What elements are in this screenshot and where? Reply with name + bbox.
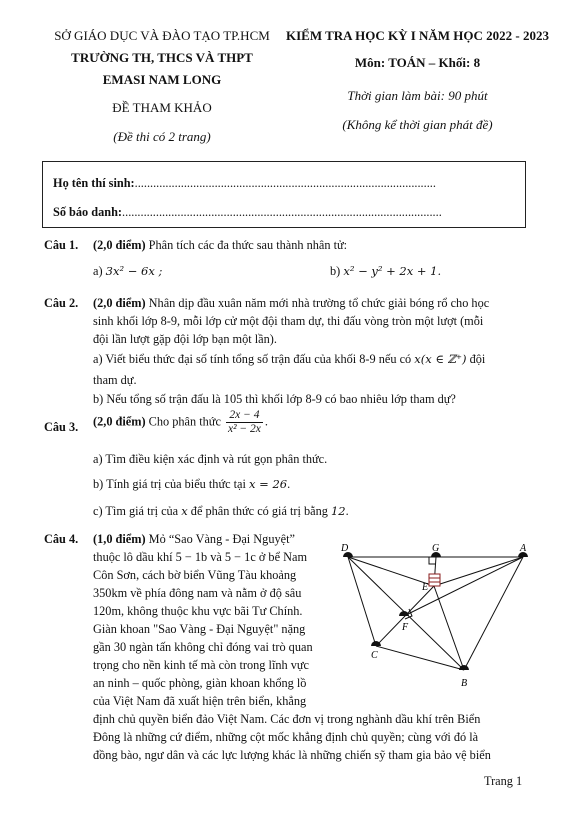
q4-text-8: an ninh – quốc phòng, giàn khoan khổng lồ [93, 676, 307, 690]
q3-c-text: c) Tìm giá trị của [93, 504, 179, 518]
oil-rig-figure [336, 540, 536, 690]
q2-label: Câu 2. [44, 296, 79, 310]
q3-fraction-denominator: x² − 2x [228, 423, 261, 435]
q3-points: (2,0 điểm) [93, 414, 146, 429]
q4-text-2: Côn Sơn, cách bờ biển Vũng Tàu khoảng [93, 568, 297, 582]
label-e: E [422, 582, 429, 593]
q1-a-label: a) [93, 264, 103, 278]
candidate-id-row [53, 203, 442, 221]
q2-a-math: x(x ∈ ℤ⁺) [414, 352, 467, 366]
q3-label: Câu 3. [44, 420, 79, 434]
candidate-id-dots: ........................................................................................................ [122, 205, 442, 219]
oil-rig-icon [429, 574, 440, 586]
q4-text-5: Giàn khoan "Sao Vàng - Đại Nguyệt" nặng [93, 622, 306, 636]
department-name: SỞ GIÁO DỤC VÀ ĐÀO TẠO TP.HCM [54, 28, 270, 43]
q4-full-line-2: đồng bào, ngư dân và các lực lượng khác là những chiến sỹ tham gia bảo vệ biển [93, 748, 491, 762]
candidate-name-label: Họ tên thí sinh: [53, 176, 135, 190]
q2-text-line1: Nhân dịp đầu xuân năm mới nhà trường tổ chức giải bóng rổ cho học [148, 296, 490, 310]
vertex-b-marker [459, 665, 469, 670]
q4-full-line-1: Đông là những cứ điểm, những cột mốc khẳng định chủ quyền; cùng với đó là [93, 730, 479, 744]
q2-part-b: b) Nếu tổng số trận đấu là 105 thì khối lớp 8-9 có bao nhiêu lớp tham dự? [93, 392, 456, 406]
label-d: D [341, 543, 349, 554]
q1-points: (2,0 điểm) [93, 238, 146, 252]
q3-part-a: a) Tìm điều kiện xác định và rút gọn phân thức. [93, 452, 328, 466]
q3-text: Cho phân thức [148, 414, 221, 429]
q1-part-b [330, 262, 441, 280]
q2-a-end: đội [469, 352, 486, 366]
q3-part-b: b) Tính giá trị của biểu thức tại x = 26. [93, 477, 291, 491]
label-g: G [432, 543, 440, 554]
candidate-id-label: Số báo danh: [53, 205, 123, 219]
q2-text-line3: đội lần lượt gặp đội lớp bạn một lần). [93, 332, 277, 346]
candidate-name-row [53, 174, 436, 192]
candidate-name-dots: .................................................................................................. [134, 176, 436, 190]
q4-label: Câu 4. [44, 532, 79, 546]
school-name-line1: TRƯỜNG TH, THCS VÀ THPT [71, 50, 253, 65]
q4-text-9: của Việt Nam đã xuất hiện trên biển, khẳng [93, 694, 307, 708]
q3-stem: (2,0 điểm) Cho phân thức $\frac{2x - 4}{\text{x² − 2x}}$ . [93, 409, 268, 435]
page-count-note: (Đề thi có 2 trang) [113, 129, 211, 144]
q3-fraction-numerator: 2x − 4 [226, 409, 263, 423]
q1-part-a [93, 262, 162, 280]
exam-duration: Thời gian làm bài: 90 phút [347, 88, 488, 103]
q1-b-label: b) [330, 264, 341, 278]
q2-a-line2: tham dự. [93, 373, 137, 387]
q4-full-line-0: định chủ quyền biển đảo Việt Nam. Các đơn vị trong nghành dầu khí trên Biển [93, 712, 481, 726]
q3-b-math: x = 26 [249, 477, 288, 491]
q3-fraction [226, 409, 263, 436]
q2-a-text: a) Viết biểu thức đại số tính tổng số trận đấu của khối 8-9 nếu có [93, 352, 412, 366]
label-c: C [371, 650, 378, 661]
q3-part-c: c) Tìm giá trị của x để phân thức có giá trị bằng 12. [93, 504, 349, 518]
q1-label: Câu 1. [44, 238, 79, 252]
q4-text-7: trọng cho nền kinh tế mà còn trong lĩnh vực [93, 658, 310, 672]
document-type: ĐỀ THAM KHẢO [112, 100, 212, 115]
q3-c-val: 12 [330, 504, 346, 518]
q1-b-expression: x² − y² + 2x + 1. [343, 264, 442, 278]
vertex-f-marker [399, 611, 409, 616]
duration-note: (Không kể thời gian phát đề) [342, 117, 493, 132]
q4-text-6: gần 30 ngàn tấn không chỉ đóng vai trò quan [93, 640, 313, 654]
q4-text-0: Mỏ “Sao Vàng - Đại Nguyệt” [148, 532, 295, 546]
exam-title: KIỂM TRA HỌC KỲ I NĂM HỌC 2022 - 2023 [285, 28, 549, 43]
school-name-line2: EMASI NAM LONG [102, 72, 222, 87]
q3-c-var: x [181, 504, 188, 518]
page-number: Trang 1 [484, 774, 523, 788]
q4-text-1: thuộc lô dầu khí 5 − 1b và 5 − 1c ở bể Nam [93, 550, 308, 564]
q1-text: Phân tích các đa thức sau thành nhân tử: [148, 238, 348, 252]
q2-text-line2: sinh khối lớp 8-9, mỗi lớp cử một đội tham dự, thi đấu vòng tròn một lượt (mỗi [93, 314, 484, 328]
q2-points: (2,0 điểm) [93, 296, 146, 310]
label-a: A [520, 543, 527, 554]
q3-b-text: b) Tính giá trị của biểu thức tại [93, 477, 246, 491]
q4-text-4: 120m, không thuộc khu vực bãi Tư Chính. [93, 604, 303, 618]
q4-header [44, 530, 78, 548]
q3-header [44, 418, 78, 436]
q1-a-expression: 3x² − 6x ; [105, 264, 163, 278]
subject-grade: Môn: TOÁN – Khối: 8 [354, 55, 481, 70]
q4-line-0 [93, 530, 295, 548]
label-b: B [461, 678, 468, 689]
q1-header [44, 236, 78, 254]
q4-points: (1,0 điểm) [93, 532, 146, 546]
q2-header [44, 294, 78, 312]
q2-part-a [93, 350, 485, 368]
q1-stem [93, 236, 347, 254]
label-f: F [402, 622, 409, 633]
q4-text-3: 350km về phía đông nam và nằm ở độ sâu [93, 586, 302, 600]
q2-line1 [93, 294, 489, 312]
q3-c-mid: để phân thức có giá trị bằng [190, 504, 328, 518]
